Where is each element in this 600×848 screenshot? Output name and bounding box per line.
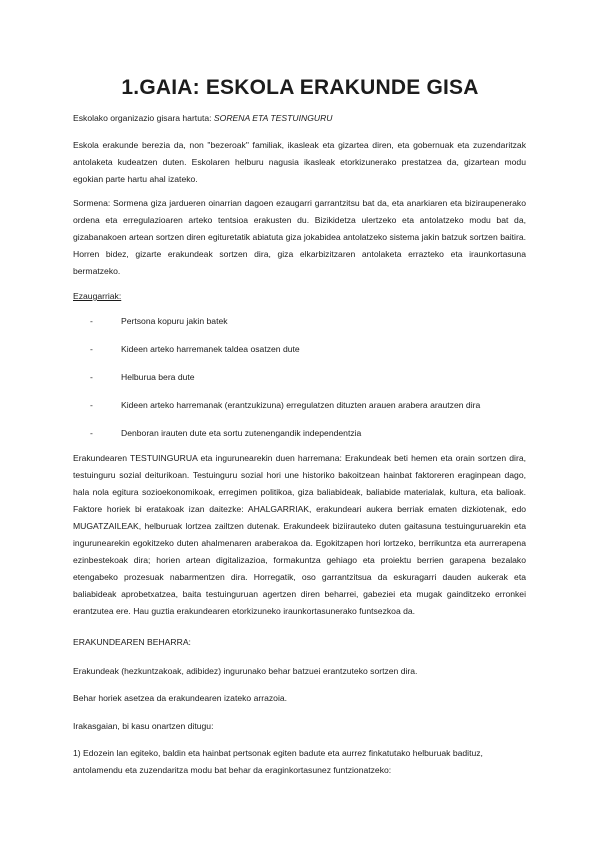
subtitle [73, 110, 526, 127]
sormena-paragraph: Sormena: Sormena giza jardueren oinarrian dagoen ezaugarri garrantzitsu bat da, eta anarkiaren eta biziraupenerako ordena eta erregulazioaren arteko tentsioa erakusten du. Bizikidetza ulertzeko eta antolatzeko modu bat da, gizabanakoen artean sortzen diren egituretatik abiatuta giza jokabidea antolatzeko sistema jakin batzuk sortzen baitira. Horren bidez, gizarte erakundeak sortzen dira, giza elkarbizitzaren antolaketa errazteko eta iraunkortasuna bermatzeko. [73, 198, 526, 276]
features-list [73, 313, 526, 453]
intro-paragraph: Eskola erakunde berezia da, non "bezeroak" familiak, ikasleak eta gizartea diren, eta gobernuak eta zuzendaritzak antolaketa kudeatzen duten. Eskolaren helburu nagusia ikasleak etorkizunerako prestatzea da, gizartean modu egokian parte hartu ahal izateko. [73, 140, 526, 184]
page-title: 1.GAIA: ESKOLA ERAKUNDE GISA [121, 76, 479, 99]
bullet-marker: - [90, 372, 93, 382]
bullet-marker: - [90, 316, 93, 326]
need-heading: ERAKUNDEAREN BEHARRA: [73, 637, 191, 647]
list-item-text: Denboran irauten dute eta sortu zutenengandik independentzia [121, 428, 362, 438]
list-item [73, 369, 526, 397]
context-paragraph: Erakundearen TESTUINGURUA eta ingurunearekin duen harremana: Erakundeak beti hemen eta orain sortzen dira, testuinguru sozial deiturikoan. Testuinguru sozial hori une historiko bakoitzean hainbat faktoreren eraginpean dago, hala nola egitura sozioekonomikoak, erregimen politikoa, giza baliabideak, baliabide materialak, kultura, eta balioak. Faktore horiek bi eratakoak izan daitezke: AHALGARRIAK, erakundeari aukera berriak ematen dizkiotenak, edo MUGATZAILEAK, helburuak lortzea zailtzen dutenak. Erakundeek biziirauteko duten gaitasuna testuinguruarekin eta ingurunearekin egokitzeko duten ahalmenaren araberakoa da. Egokitzapen hori lortzeko, berrikuntza eta aurrerapena ezinbestekoak dira; horien artean digitalizazioa, formakuntza gehiago eta proiektu berrien garapena bezalako etengabeko prozesuak nabarmentzen dira. Horregatik, oso garrantzitsua da eskuragarri dauden aukerak eta baliabideak aprobetxatzea, baita testuinguruan agertzen diren beharrei, gabeziei eta mugak gainditzeko erronkei erantzutea ere. Hau guztia erakundearen etorkizuneko iraunkortasunerako funtsezkoa da. [73, 453, 526, 616]
list-item-text: Kideen arteko harremanak (erantzukizuna) erregulatzen dituzten arauen arabera arautzen dira [121, 400, 481, 410]
subtitle-emphasis: SORENA ETA TESTUINGURU [213, 113, 333, 123]
list-item-text: Kideen arteko harremanek taldea osatzen dute [121, 344, 300, 354]
need-paragraph-3: Irakasgaian, bi kasu onartzen ditugu: [73, 721, 214, 731]
bullet-marker: - [90, 400, 93, 410]
subtitle-lead: Eskolako organizazio gisara hartuta: [73, 113, 214, 123]
list-item-text: Pertsona kopuru jakin batek [121, 316, 228, 326]
bullet-marker: - [90, 428, 93, 438]
list-item [73, 397, 526, 425]
features-heading: Ezaugarriak: [73, 291, 122, 301]
list-item [73, 341, 526, 369]
list-item [73, 425, 526, 453]
need-paragraph-2: Behar horiek asetzea da erakundearen izateko arrazoia. [73, 693, 288, 703]
bullet-marker: - [90, 344, 93, 354]
case-1-paragraph: 1) Edozein lan egiteko, baldin eta hainbat pertsonak egiten badute eta aurrez finkatutako helburuak badituz, antolamendu eta zuzendaritza modu bat behar da eraginkortasunez funtzionatzeko: [73, 748, 483, 775]
list-item-text: Helburua bera dute [121, 372, 195, 382]
list-item [73, 313, 526, 341]
need-paragraph-1: Erakundeak (hezkuntzakoak, adibidez) ingurunako behar batzuei erantzuteko sortzen dira. [73, 666, 418, 676]
